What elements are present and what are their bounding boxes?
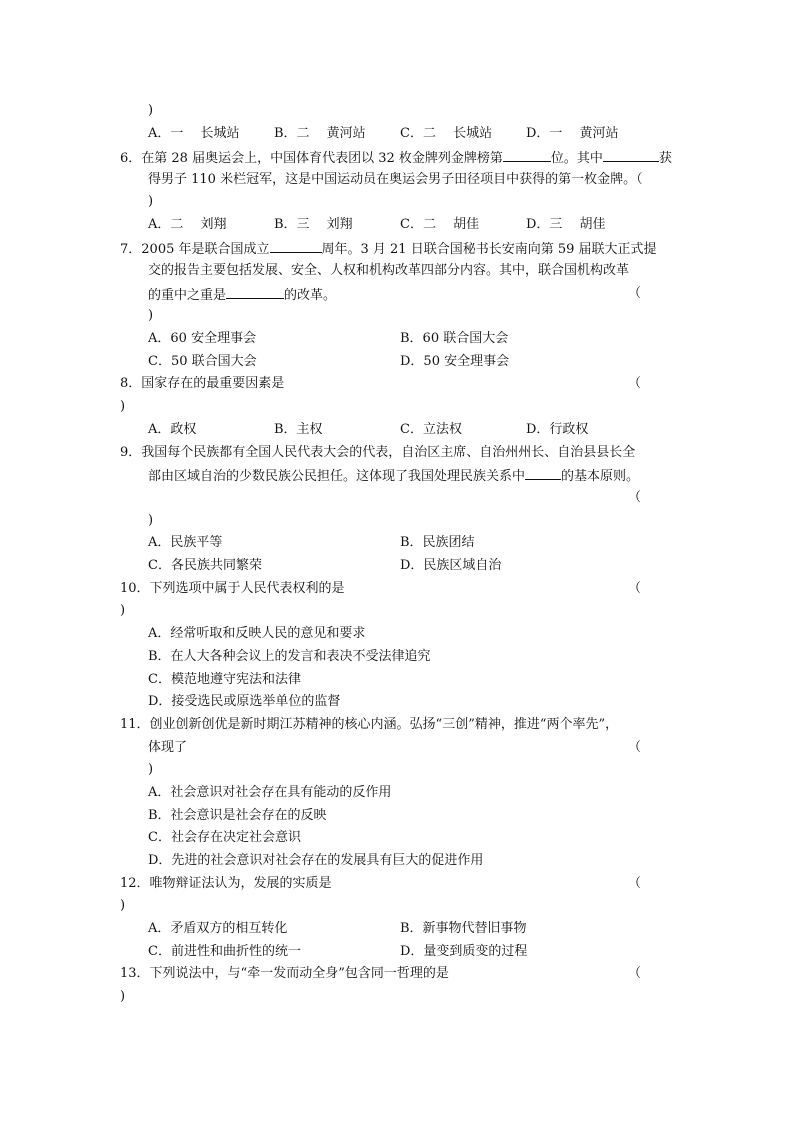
q8-option-d: D．行政权 — [526, 422, 589, 437]
q10-open-paren: （ — [628, 581, 642, 596]
q6-option-d: D．三 胡佳 — [526, 217, 606, 232]
q7-option-c: C．50 联合国大会 — [148, 354, 257, 369]
q13-open-paren: （ — [628, 966, 642, 981]
q6-option-c: C．二 胡佳 — [400, 217, 480, 232]
q5-option-b: B．二 黄河站 — [274, 126, 366, 141]
q7-close-paren: ) — [148, 308, 154, 323]
q7-line2: 交的报告主要包括发展、安全、人权和机构改革四部分内容。其中，联合国机构改革 — [148, 263, 630, 278]
q7-text-c: 的重中之重是 — [148, 288, 227, 303]
q7-line1 — [120, 238, 657, 258]
q11-option-a: A．社会意识对社会存在具有能动的反作用 — [148, 785, 392, 800]
q6-text-b: 位。其中 — [550, 151, 603, 166]
q8-close-paren: ) — [120, 399, 126, 414]
q11-open-paren: （ — [628, 740, 642, 755]
q9-open-paren: （ — [628, 490, 642, 505]
q9-text-a: 部由区域自治的少数民族公民担任。这体现了我国处理民族关系中 — [148, 469, 526, 484]
q8-line1: 8．国家存在的最重要因素是 — [120, 376, 285, 391]
q9-blank — [525, 465, 561, 480]
q7-option-a: A．60 安全理事会 — [148, 331, 257, 346]
q10-option-c: C．模范地遵守宪法和法律 — [148, 672, 301, 687]
q9-text-b: 的基本原则。 — [561, 469, 640, 484]
q7-text-a: 7．2005 年是联合国成立 — [120, 242, 270, 257]
q5-close-paren: ) — [148, 103, 154, 118]
q10-line1: 10．下列选项中属于人民代表权利的是 — [120, 581, 345, 596]
q6-blank-1 — [503, 147, 551, 162]
q7-option-d: D．50 安全理事会 — [400, 354, 510, 369]
q12-option-b: B．新事物代替旧事物 — [400, 921, 527, 936]
q6-option-a: A．二 刘翔 — [148, 217, 227, 232]
q6-line1 — [120, 147, 672, 167]
q8-option-b: B．主权 — [274, 422, 323, 437]
q10-close-paren: ) — [120, 603, 126, 618]
q11-close-paren: ) — [148, 762, 154, 777]
q7-blank-2 — [226, 284, 284, 299]
q12-open-paren: （ — [628, 876, 642, 891]
q8-open-paren: （ — [628, 376, 642, 391]
q6-close-paren: ) — [148, 194, 154, 209]
q7-text-d: 的改革。 — [284, 288, 337, 303]
q5-option-a: A．一 长城站 — [148, 126, 240, 141]
q11-option-b: B．社会意识是社会存在的反映 — [148, 808, 327, 823]
q12-option-d: D．量变到质变的过程 — [400, 944, 528, 959]
q5-option-c: C．二 长城站 — [400, 126, 493, 141]
q5-option-d: D．一 黄河站 — [526, 126, 619, 141]
q8-option-a: A．政权 — [148, 422, 197, 437]
q12-option-a: A．矛盾双方的相互转化 — [148, 921, 288, 936]
q12-line1: 12．唯物辩证法认为，发展的实质是 — [120, 876, 332, 891]
q13-line1: 13．下列说法中，与“牵一发而动全身”包含同一哲理的是 — [120, 966, 449, 981]
q11-option-c: C．社会存在决定社会意识 — [148, 830, 301, 845]
q7-text-b: 周年。3 月 21 日联合国秘书长安南向第 59 届联大正式提 — [321, 242, 657, 257]
q7-open-paren: （ — [628, 286, 642, 301]
q7-line3 — [148, 284, 336, 304]
q8-option-c: C．立法权 — [400, 422, 462, 437]
q8-options — [148, 420, 652, 440]
q9-line2 — [148, 465, 639, 485]
q5-options — [148, 124, 652, 144]
q9-option-d: D．民族区域自治 — [400, 558, 502, 573]
q13-close-paren: ) — [120, 989, 126, 1004]
q7-blank-1 — [270, 238, 322, 253]
q9-option-b: B．民族团结 — [400, 535, 475, 550]
q11-line1: 11．创业创新创优是新时期江苏精神的核心内涵。弘扬“三创”精神，推进“两个率先”， — [120, 717, 619, 732]
q10-option-a: A．经常听取和反映人民的意见和要求 — [148, 626, 366, 641]
q11-line2: 体现了 — [148, 740, 188, 755]
q7-option-b: B．60 联合国大会 — [400, 331, 509, 346]
q6-text-a: 6．在第 28 届奥运会上，中国体育代表团以 32 枚金牌列金牌榜第 — [120, 151, 503, 166]
q10-option-b: B．在人大各种会议上的发言和表决不受法律追究 — [148, 649, 431, 664]
q12-close-paren: ) — [120, 898, 126, 913]
q9-option-a: A．民族平等 — [148, 535, 223, 550]
q6-blank-2 — [603, 147, 659, 162]
q10-option-d: D．接受选民或原选举单位的监督 — [148, 694, 341, 709]
q9-line1: 9．我国每个民族都有全国人民代表大会的代表，自治区主席、自治州州长、自治县县长全 — [120, 445, 636, 460]
q6-option-b: B．三 刘翔 — [274, 217, 353, 232]
q12-option-c: C．前进性和曲折性的统一 — [148, 944, 301, 959]
q6-line2: 得男子 110 米栏冠军，这是中国运动员在奥运会男子田径项目中获得的第一枚金牌。（ — [148, 172, 643, 187]
q9-close-paren: ) — [148, 513, 154, 528]
q6-options — [148, 215, 652, 235]
q9-option-c: C．各民族共同繁荣 — [148, 558, 262, 573]
q6-text-c: 获 — [658, 151, 672, 166]
q11-option-d: D．先进的社会意识对社会存在的发展具有巨大的促进作用 — [148, 853, 484, 868]
